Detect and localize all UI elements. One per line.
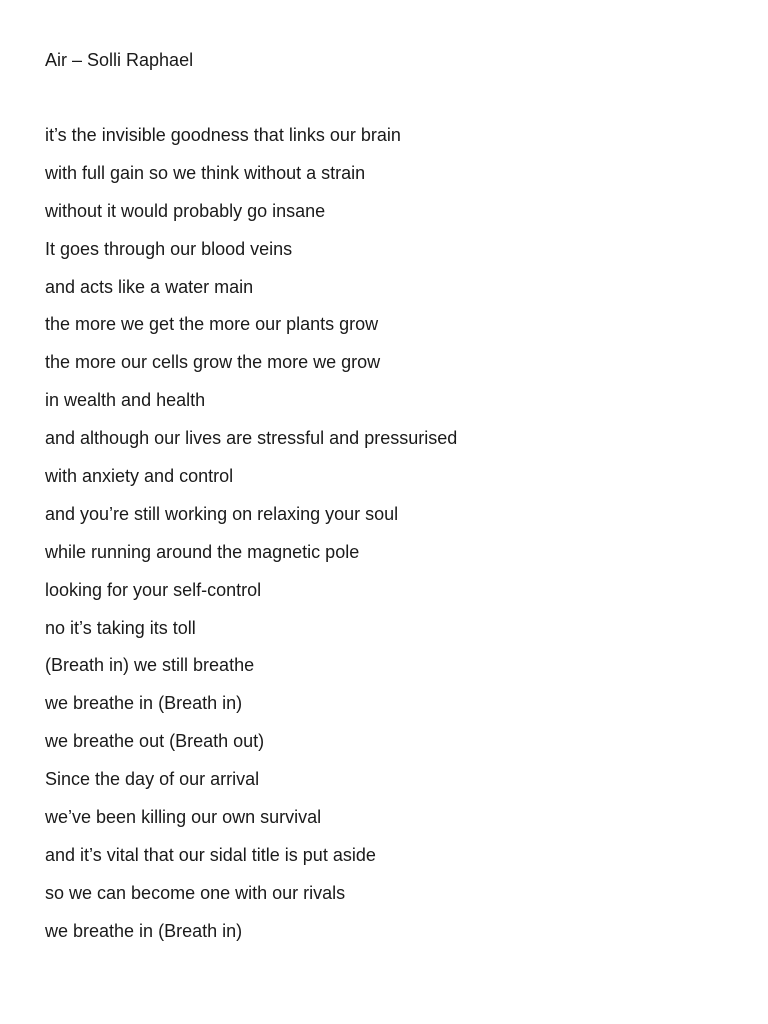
poem-line: without it would probably go insane (45, 200, 326, 221)
poem-line: the more our cells grow the more we grow (45, 352, 381, 373)
poem-line: in wealth and health (45, 390, 206, 411)
poem-line: we breathe out (Breath out) (45, 731, 265, 752)
poem-line: we’ve been killing our own survival (45, 807, 322, 828)
poem-line: Since the day of our arrival (45, 769, 260, 790)
poem-body (45, 123, 457, 957)
poem-line: while running around the magnetic pole (45, 541, 360, 562)
poem-line: so we can become one with our rivals (45, 882, 346, 903)
poem-line: with anxiety and control (45, 466, 234, 487)
poem-line: it’s the invisible goodness that links our brain (45, 125, 401, 145)
poem-line: and although our lives are stressful and pressurised (45, 428, 458, 449)
poem-line: and acts like a water main (45, 276, 254, 297)
poem-line: the more we get the more our plants grow (45, 314, 379, 335)
poem-title: Air – Solli Raphael (45, 50, 194, 70)
poem-line: and it’s vital that our sidal title is put aside (45, 844, 376, 865)
poem-line: It goes through our blood veins (45, 238, 293, 259)
poem-line: we breathe in (Breath in) (45, 920, 243, 941)
poem-line: and you’re still working on relaxing your soul (45, 503, 399, 524)
poem-line: no it’s taking its toll (45, 617, 196, 638)
poem-line: we breathe in (Breath in) (45, 693, 243, 714)
poem-line: with full gain so we think without a strain (45, 162, 366, 183)
poem-line: looking for your self-control (45, 579, 262, 600)
poem-line: (Breath in) we still breathe (45, 655, 255, 676)
